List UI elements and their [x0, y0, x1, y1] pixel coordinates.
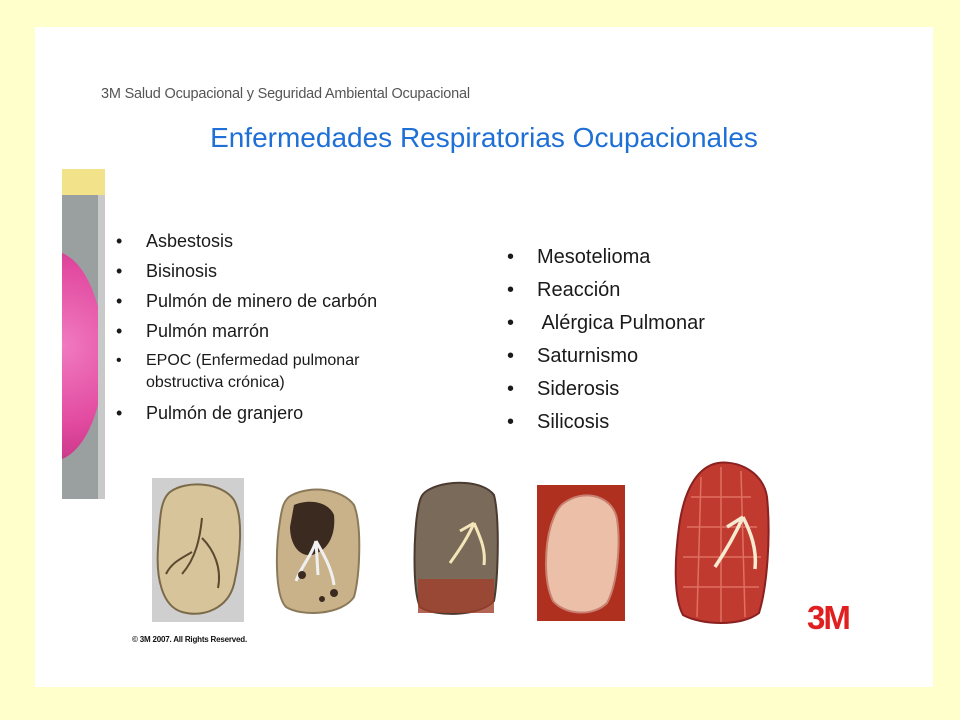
list-item: • Saturnismo — [505, 344, 835, 368]
list-item: • Silicosis — [505, 410, 835, 434]
list-item: • Alérgica Pulmonar — [505, 311, 835, 335]
organization-header: 3M Salud Ocupacional y Seguridad Ambiental Ocupacional — [101, 86, 470, 102]
list-item: • Siderosis — [505, 377, 835, 401]
allergic-lung-image — [537, 485, 625, 621]
list-item: • Bisinosis — [114, 260, 434, 282]
slide-title: Enfermedades Respiratorias Ocupacionales — [210, 122, 758, 153]
brown-lung-image — [410, 479, 500, 619]
left-disease-list — [114, 230, 434, 432]
3m-logo: 3M — [807, 599, 849, 636]
copyright-text: © 3M 2007. All Rights Reserved. — [132, 635, 247, 644]
list-item: • EPOC (Enfermedad pulmonar obstructiva crónica) — [114, 350, 434, 394]
silicosis-lung-image — [671, 457, 771, 629]
list-item: • Pulmón de minero de carbón — [114, 290, 434, 312]
asbestosis-lung-image — [152, 478, 244, 622]
respirator-filter-image — [62, 169, 105, 499]
coal-lung-image — [272, 485, 362, 618]
list-item: • Asbestosis — [114, 230, 434, 252]
list-item: • Pulmón de granjero — [114, 402, 434, 424]
slide — [35, 27, 933, 687]
right-disease-list — [505, 245, 835, 443]
list-item: • Pulmón marrón — [114, 320, 434, 342]
list-item: • Reacción — [505, 278, 835, 302]
list-item: • Mesotelioma — [505, 245, 835, 269]
